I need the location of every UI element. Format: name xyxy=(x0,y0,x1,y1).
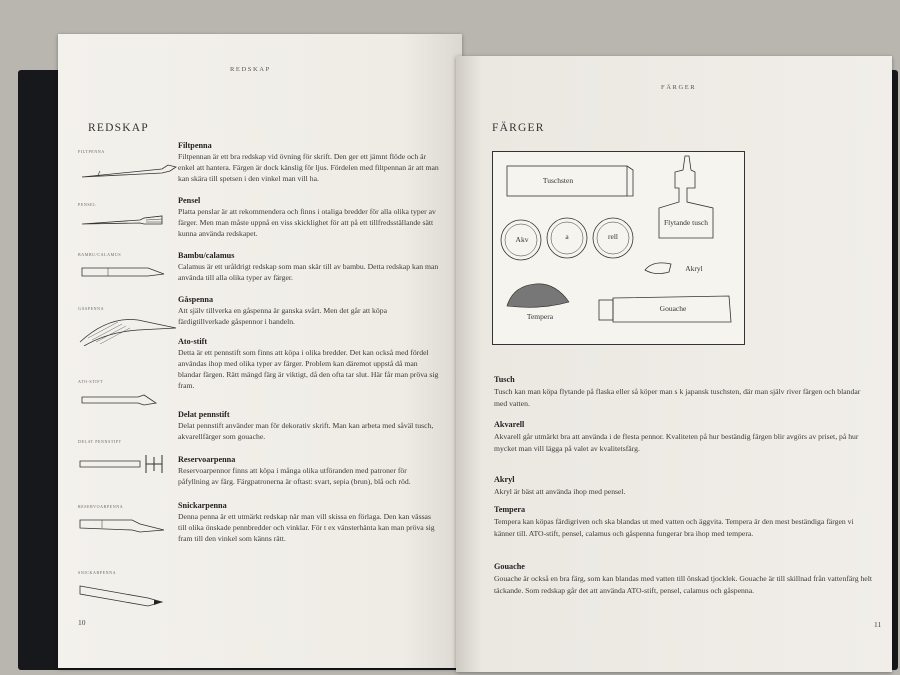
entry-text: Calamus är ett uråldrigt redskap som man skär till av bambu. Detta redskap kan man använda till alla olika typer av färger. xyxy=(178,262,439,282)
right-page xyxy=(456,56,892,672)
tool-delat xyxy=(78,439,178,479)
tool-gaspenna xyxy=(78,306,178,346)
tool-bambu xyxy=(78,252,178,292)
entry-gaspenna xyxy=(178,294,440,327)
entry-pensel xyxy=(178,195,440,239)
label-akvarell-2: a xyxy=(565,232,569,241)
running-head: FÄRGER xyxy=(661,84,697,91)
entry-atostift xyxy=(178,336,440,391)
entry-text: Att själv tillverka en gåspenna är ganska svårt. Men det går att köpa färdigtillverkade gåspennor i handeln. xyxy=(178,306,387,326)
entry-text: Akvarell går utmärkt bra att använda i de flesta pennor. Kvaliteten på hur beständig färgen blir avgörs av priset, på hur mycket man vill lägga på valet av kvalitetsfärg. xyxy=(494,432,859,453)
label-flytande-tusch: Flytande tusch xyxy=(664,218,708,227)
entry-heading: Reservoarpenna xyxy=(178,455,236,464)
tool-pensel xyxy=(78,202,178,242)
entry-text: Akryl är bäst att använda ihop med pensel. xyxy=(494,487,626,496)
entry-heading: Filtpenna xyxy=(178,141,212,150)
entry-delat xyxy=(178,409,440,442)
entry-text: Detta är ett pennstift som finns att köpa i olika bredder. Det kan också med fördel användas ihop med olika typer av färger. Problem kan däremot uppstå då man blandar färgen. Rätt mängd färg är viktigt, då den ofta tar slut. Här får man pröva sig fram. xyxy=(178,348,439,390)
label-gouache: Gouache xyxy=(659,304,687,313)
entry-text: Gouache är också en bra färg, som kan blandas med vatten till önskad tjocklek. Gouache är till skillnad från vattenfärg helt täckande. Som redskap går det att använda ATO-stift, pensel, calamus och gåspenna. xyxy=(494,574,872,595)
entry-text: Platta penslar är att rekommendera och finns i otaliga bredder för alla olika typer av färger. Men man måste uppnå en viss skicklighet för att på ett tillfredsställande sätt kunna använda redskapet. xyxy=(178,207,436,238)
label-akryl: Akryl xyxy=(685,264,703,273)
tool-label: ATO-STIFT xyxy=(78,379,104,384)
entry-gouache xyxy=(494,561,874,597)
label-tuschsten: Tuschsten xyxy=(542,176,574,185)
entry-snickarpenna xyxy=(178,500,440,544)
entry-heading: Bambu/calamus xyxy=(178,251,235,260)
entry-heading: Gåspenna xyxy=(178,295,214,304)
tool-reservoar xyxy=(78,504,178,544)
entry-text: Tempera kan köpas färdigriven och ska blandas ut med vatten och äggvita. Tempera är den mest beständiga färgen vi känner till. ATO-stift, pensel, calamus och gåspenna fungerar bra ihop med tempera. xyxy=(494,517,854,538)
tool-label: BAMBU/CALAMUS xyxy=(78,252,122,257)
entry-heading: Tempera xyxy=(494,505,526,514)
entry-text: Delat pennstift använder man för dekorativ skrift. Man kan arbeta med såväl tusch, akvarellfärger som gouache. xyxy=(178,421,434,441)
entry-text: Denna penna är ett utmärkt redskap när man vill skissa en förlaga. Den kan vässas till olika önskade pennbredder och vinklar. För t ex vänsterhänta kan man pröva sig fram till den vinkel som känns rätt. xyxy=(178,512,435,543)
tool-snickarpenna xyxy=(78,570,178,610)
label-akvarell-3: rell xyxy=(608,232,618,241)
entry-akvarell xyxy=(494,419,874,455)
page-number: 11 xyxy=(874,620,882,629)
entry-bambu xyxy=(178,250,440,283)
carpenter-pencil-icon xyxy=(78,576,178,610)
entry-heading: Akryl xyxy=(494,475,515,484)
tool-label: PENSEL xyxy=(78,202,97,207)
section-title: REDSKAP xyxy=(88,122,149,134)
entry-tusch xyxy=(494,374,874,410)
label-akvarell-1: Akv xyxy=(515,235,529,244)
split-nib-icon xyxy=(78,445,178,479)
marker-pen-icon xyxy=(78,155,178,185)
entry-heading: Akvarell xyxy=(494,420,525,429)
section-title: FÄRGER xyxy=(492,122,545,134)
brush-icon xyxy=(78,208,178,238)
entry-heading: Snickarpenna xyxy=(178,501,227,510)
running-head: REDSKAP xyxy=(230,66,271,73)
fountain-pen-icon xyxy=(78,510,178,540)
tool-label: DELAT PENNSTIFT xyxy=(78,439,122,444)
bamboo-pen-icon xyxy=(78,258,178,288)
entry-akryl xyxy=(494,474,874,498)
tool-atostift xyxy=(78,379,178,419)
nib-pen-icon xyxy=(78,385,178,415)
tool-label: GÅSPENNA xyxy=(78,306,105,311)
entry-heading: Pensel xyxy=(178,196,201,205)
entry-heading: Tusch xyxy=(494,375,515,384)
tool-label: FILTPENNA xyxy=(78,149,105,154)
label-tempera: Tempera xyxy=(526,312,554,321)
tool-label: SNICKARPENNA xyxy=(78,570,117,575)
entry-text: Tusch kan man köpa flytande på flaska eller så köper man s k japansk tuschsten, där man själv river färgen och blandar med vatten. xyxy=(494,387,861,408)
page-number: 10 xyxy=(78,618,86,627)
entry-reservoar xyxy=(178,454,440,487)
entry-text: Filtpennan är ett bra redskap vid övning för skrift. Den ger ett jämnt flöde och är enkel att hantera. Färgen är dock känslig för ljus. Fördelen med filtpennan är att man kan skära till spetsen i den vinkel man vill ha. xyxy=(178,152,439,183)
paint-illustration xyxy=(492,151,745,345)
quill-icon xyxy=(78,312,178,346)
tool-filtpenna xyxy=(78,149,178,189)
entry-heading: Gouache xyxy=(494,562,525,571)
entry-tempera xyxy=(494,504,874,540)
entry-filtpenna xyxy=(178,140,440,184)
left-page xyxy=(58,34,462,668)
entry-heading: Ato-stift xyxy=(178,337,208,346)
entry-heading: Delat pennstift xyxy=(178,410,230,419)
entry-text: Reservoarpennor finns att köpa i många olika utföranden med patroner för påfyllning av färg. Färgpatronerna är oftast: svart, sepia (brun), blå och röd. xyxy=(178,466,411,486)
tool-label: RESERVOARPENNA xyxy=(78,504,124,509)
